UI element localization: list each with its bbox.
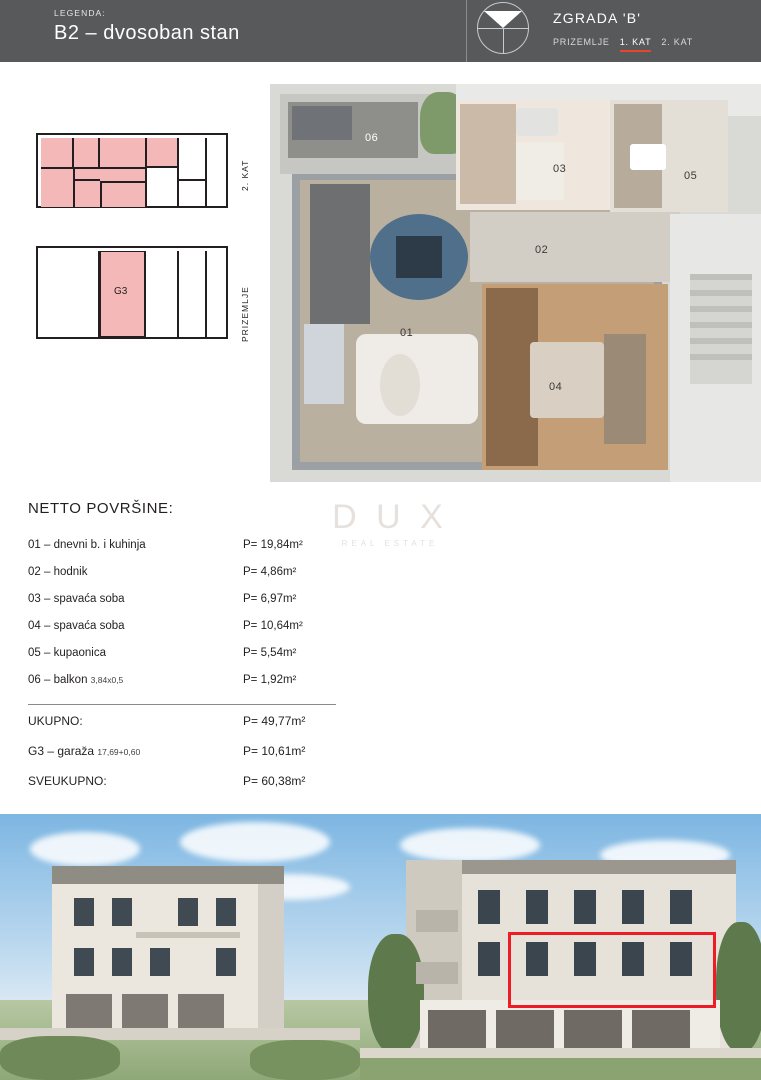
render-room-02: 02 xyxy=(535,244,549,256)
tab-1-kat[interactable]: 1. KAT xyxy=(620,37,652,52)
area-value: P= 4,86m² xyxy=(243,566,297,578)
garage-label-text: G3 – garaža xyxy=(28,744,95,758)
header-divider xyxy=(466,0,467,62)
shrub xyxy=(0,1036,120,1080)
grandtotal-value: P= 60,38m² xyxy=(243,774,306,788)
total-label: UKUPNO: xyxy=(28,714,83,728)
exterior-photo-right[interactable] xyxy=(360,814,761,1080)
area-name: 02 – hodnik xyxy=(28,566,88,578)
garage-dimensions: 17,69+0,60 xyxy=(97,747,141,757)
keyplan-wall xyxy=(98,251,100,337)
garage-door xyxy=(66,994,112,1032)
total-value: P= 49,77m² xyxy=(243,714,306,728)
watermark-subtitle: REAL ESTATE xyxy=(341,539,439,548)
window xyxy=(112,898,132,926)
render-stair-step xyxy=(690,338,752,344)
area-name xyxy=(28,674,123,686)
garage-door xyxy=(122,994,168,1032)
keyplan-floor-ground[interactable] xyxy=(36,246,228,339)
window xyxy=(74,898,94,926)
area-name-text: 06 – balkon xyxy=(28,674,88,686)
keyplan-label-ground: PRIZEMLJE xyxy=(240,286,250,342)
table-row xyxy=(28,620,358,647)
garage-door xyxy=(428,1010,486,1048)
table-row-total xyxy=(28,714,358,744)
area-value: P= 6,97m² xyxy=(243,593,297,605)
keyplan-wall xyxy=(177,138,179,207)
render-stair-step xyxy=(690,290,752,296)
cloud xyxy=(30,832,140,866)
keyplan-wall xyxy=(100,181,146,183)
keyplan-wall xyxy=(74,179,100,181)
window xyxy=(478,942,500,976)
compass-north-icon xyxy=(477,2,533,58)
window xyxy=(112,948,132,976)
render-railing xyxy=(292,106,352,140)
garage-door xyxy=(564,1010,622,1048)
render-window xyxy=(304,324,344,404)
keyplan xyxy=(36,133,250,358)
garage-door xyxy=(178,994,224,1032)
tree xyxy=(716,922,761,1052)
keyplan-wall xyxy=(41,167,147,169)
compass-vertical-line xyxy=(503,28,504,54)
photo-strip xyxy=(0,814,761,1080)
area-value: P= 1,92m² xyxy=(243,674,297,686)
legend-label: LEGENDA: xyxy=(54,8,106,18)
window xyxy=(622,890,644,924)
tree xyxy=(368,934,424,1054)
keyplan-label-upper: 2. KAT xyxy=(240,159,250,191)
unit-title: B2 – dvosoban stan xyxy=(54,22,240,44)
table-row xyxy=(28,674,358,701)
window xyxy=(574,890,596,924)
keyplan-wall xyxy=(179,179,207,181)
table-row-grandtotal xyxy=(28,774,358,804)
balcony xyxy=(416,910,458,932)
table-row xyxy=(28,566,358,593)
keyplan-unit-highlight xyxy=(41,138,147,207)
areas-table xyxy=(28,500,358,804)
render-bath-fixture xyxy=(516,108,558,136)
keyplan-wall xyxy=(144,251,146,337)
area-name: 03 – spavaća soba xyxy=(28,593,125,605)
render-coffee-table xyxy=(380,354,420,416)
keyplan-wall xyxy=(73,169,75,207)
exterior-photo-left[interactable] xyxy=(0,814,360,1080)
watermark-logo-text: D U X xyxy=(332,498,448,536)
keyplan-wall xyxy=(145,138,147,207)
shrub xyxy=(250,1040,360,1080)
garage-door xyxy=(496,1010,554,1048)
compass-needle xyxy=(484,11,522,28)
cloud xyxy=(180,822,330,862)
render-stair-step xyxy=(690,354,752,360)
keyplan-garage-label: G3 xyxy=(114,286,128,297)
keyplan-wall xyxy=(205,138,207,207)
keyplan-wall xyxy=(100,181,102,207)
keyplan-wall xyxy=(72,138,74,168)
render-room-05: 05 xyxy=(684,170,698,182)
area-value: P= 5,54m² xyxy=(243,647,297,659)
render-wardrobe xyxy=(604,334,646,444)
floor-tabs xyxy=(553,37,693,52)
window xyxy=(670,890,692,924)
window xyxy=(478,890,500,924)
area-value: P= 10,64m² xyxy=(243,620,303,632)
table-row xyxy=(28,593,358,620)
tab-2-kat[interactable]: 2. KAT xyxy=(661,37,694,47)
page-header xyxy=(0,0,761,62)
render-room-03: 03 xyxy=(553,163,567,175)
window xyxy=(74,948,94,976)
window xyxy=(150,948,170,976)
render-fixture xyxy=(630,144,666,170)
table-row xyxy=(28,539,358,566)
render-stair-step xyxy=(690,322,752,328)
garage-value: P= 10,61m² xyxy=(243,744,306,758)
keyplan-floor-upper[interactable] xyxy=(36,133,228,208)
keyplan-wall xyxy=(98,138,100,168)
table-divider xyxy=(28,704,336,705)
render-room-06: 06 xyxy=(365,132,379,144)
areas-title: NETTO POVRŠINE: xyxy=(28,500,174,517)
hedge xyxy=(360,1058,761,1080)
tab-prizemlje[interactable]: PRIZEMLJE xyxy=(553,37,610,47)
window xyxy=(216,948,236,976)
garage-label xyxy=(28,744,140,758)
balcony-slab xyxy=(136,932,240,938)
keyplan-wall xyxy=(145,166,179,168)
building-roof xyxy=(52,866,284,884)
area-value: P= 19,84m² xyxy=(243,539,303,551)
render-hallway-floor xyxy=(470,212,680,282)
window xyxy=(216,898,236,926)
building-name: ZGRADA 'B' xyxy=(553,10,642,26)
render-stair-step xyxy=(690,274,752,280)
render-dining-table xyxy=(396,236,442,278)
cloud xyxy=(400,828,540,862)
building-side-wall xyxy=(258,884,284,1032)
render-room-04: 04 xyxy=(549,381,563,393)
area-name: 04 – spavaća soba xyxy=(28,620,125,632)
render-room-01: 01 xyxy=(400,327,414,339)
render-bed xyxy=(530,342,604,418)
garage-door xyxy=(632,1010,690,1048)
area-name-dimensions: 3,84x0,5 xyxy=(90,675,124,685)
area-name: 01 – dnevni b. i kuhinja xyxy=(28,539,146,551)
render-stair-step xyxy=(690,306,752,312)
table-row-garage xyxy=(28,744,358,774)
render-kitchen-units xyxy=(310,184,370,324)
floorplan-3d-render[interactable] xyxy=(270,84,761,482)
area-name: 05 – kupaonica xyxy=(28,647,107,659)
keyplan-unit-highlight-b xyxy=(147,138,177,168)
window xyxy=(178,898,198,926)
unit-highlight-box xyxy=(508,932,716,1008)
render-room-03-wall xyxy=(460,104,516,204)
grandtotal-label: SVEUKUPNO: xyxy=(28,774,107,788)
balcony xyxy=(416,962,458,984)
keyplan-wall xyxy=(177,251,179,337)
table-row xyxy=(28,647,358,674)
window xyxy=(526,890,548,924)
keyplan-wall xyxy=(205,251,207,337)
